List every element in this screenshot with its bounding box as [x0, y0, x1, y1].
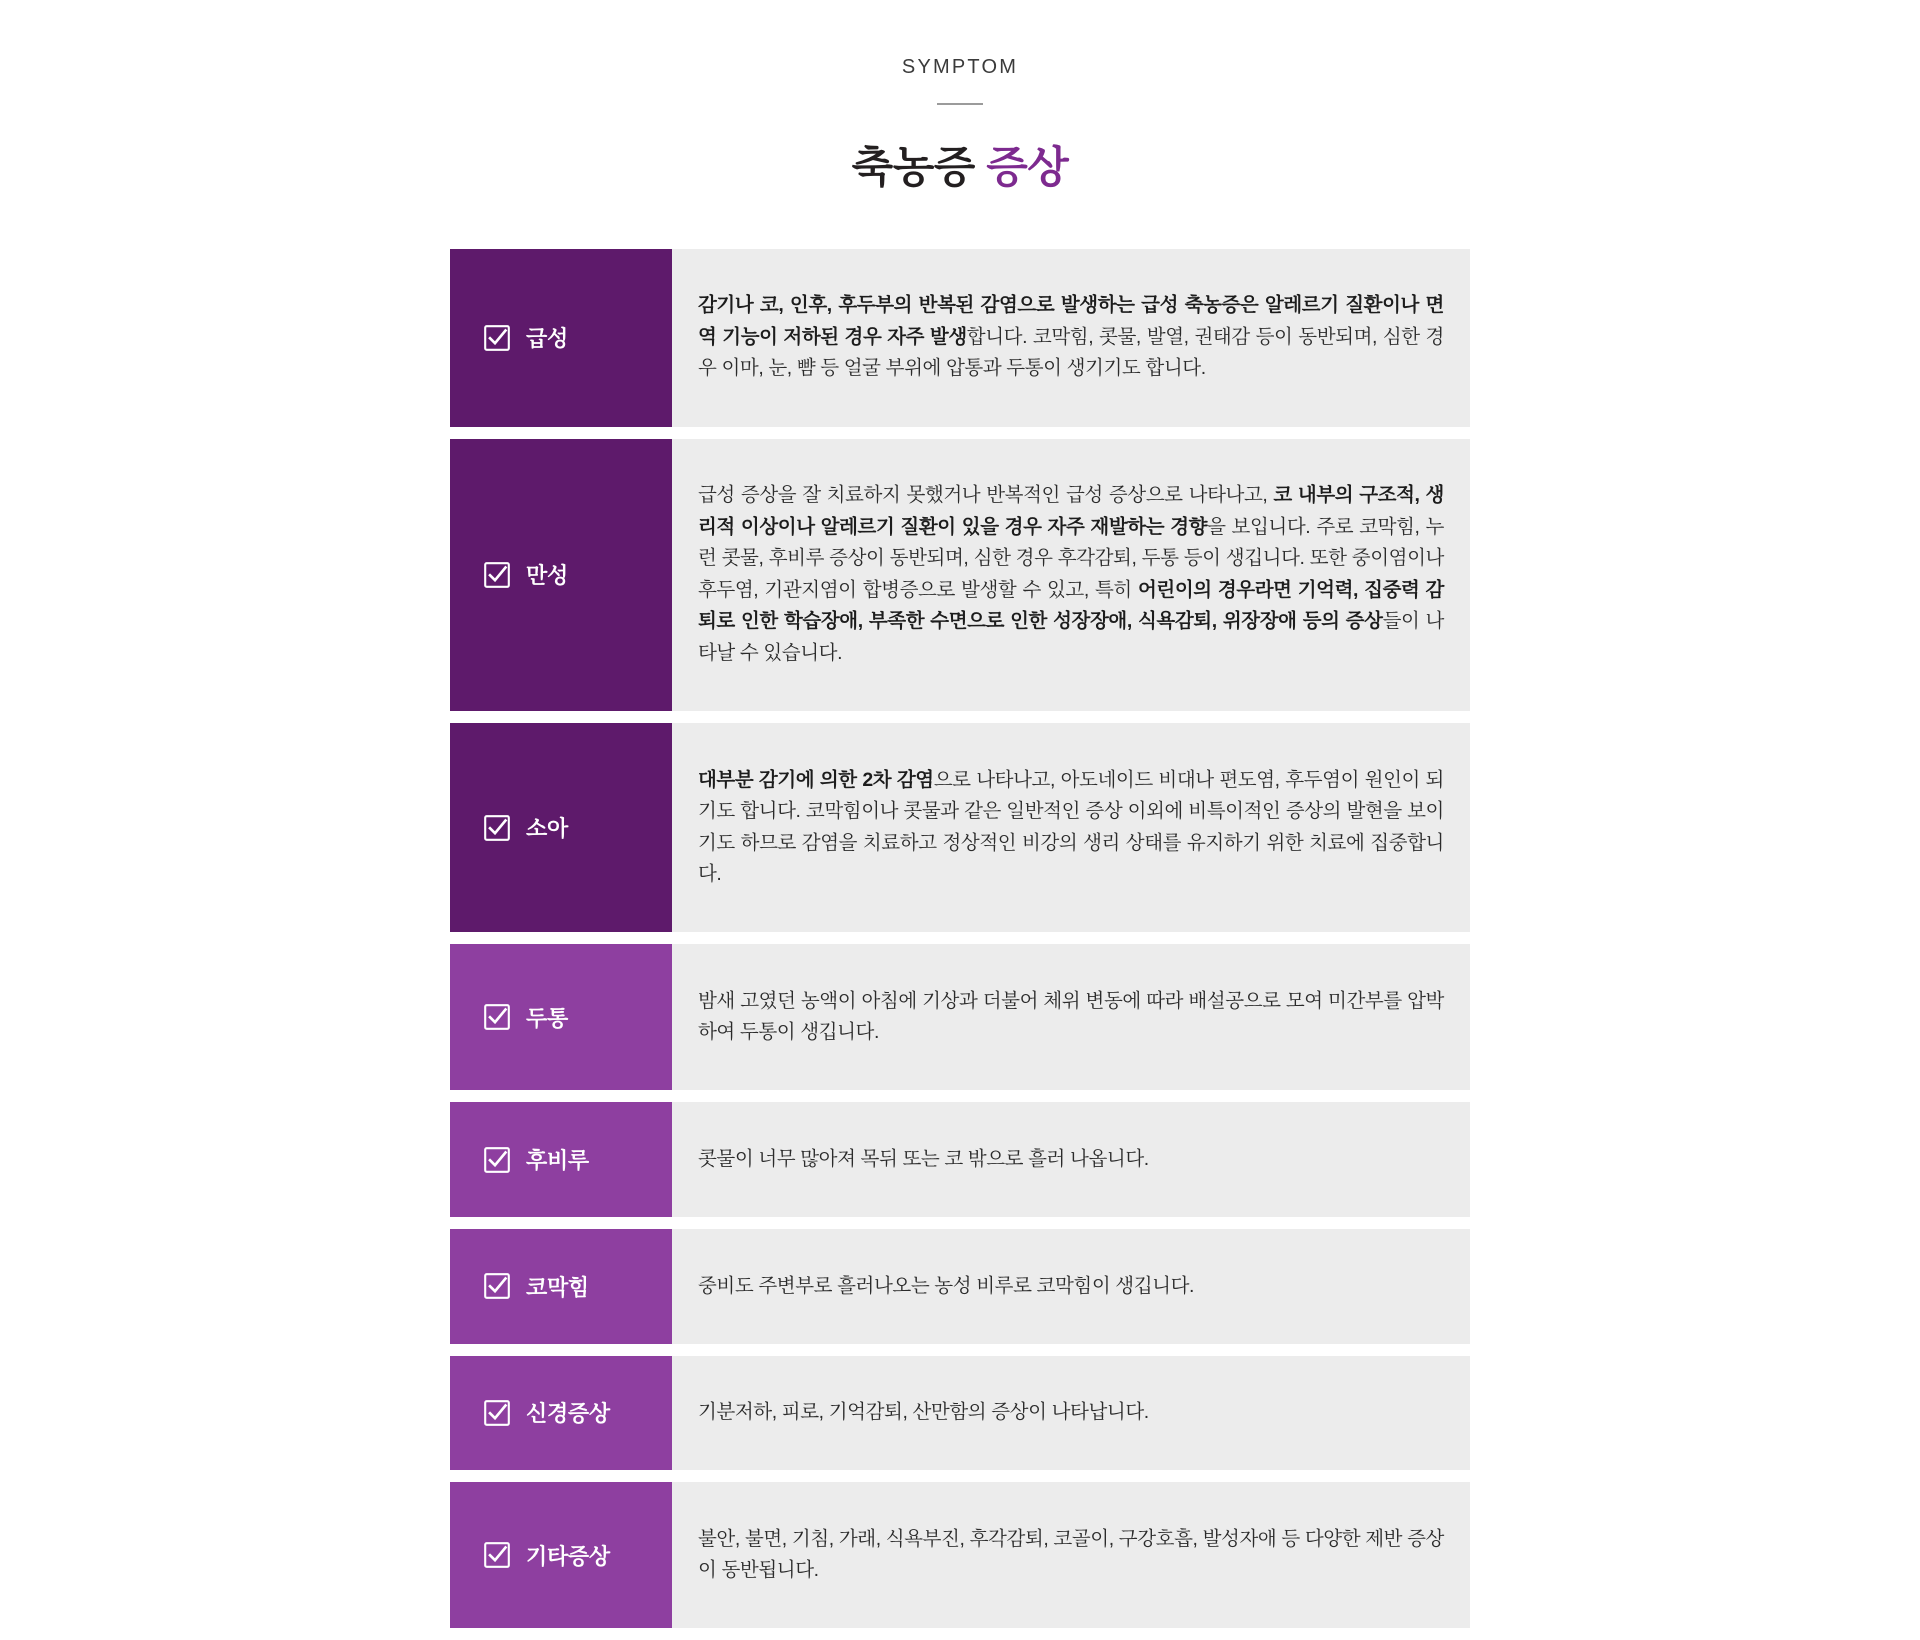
table-row	[450, 249, 1470, 427]
header-divider	[937, 103, 983, 105]
checkbox-check-icon	[484, 325, 510, 351]
symptom-label: 만성	[526, 563, 568, 589]
symptom-description: 대부분 감기에 의한 2차 감염으로 나타나고, 아도네이드 비대나 편도염, 후두염이 원인이 되기도 합니다. 코막힘이나 콧물과 같은 일반적인 증상 이외에 비특이적인 증상의 발현을 보이기도 하므로 감염을 치료하고 정상적인 비강의 생리 상태를 유지하기 위한 치료에 집중합니다.	[698, 768, 1444, 886]
checkbox-check-icon	[484, 1004, 510, 1030]
symptom-label-cell	[450, 249, 672, 427]
symptom-desc-cell	[672, 1102, 1470, 1217]
symptom-description: 중비도 주변부로 흘러나오는 농성 비루로 코막힘이 생깁니다.	[698, 1274, 1195, 1297]
table-row	[450, 1229, 1470, 1344]
symptom-label-cell	[450, 439, 672, 711]
symptom-label-cell	[450, 944, 672, 1090]
symptom-label: 코막힘	[526, 1274, 589, 1300]
symptom-desc-cell	[672, 1356, 1470, 1471]
page-header	[0, 56, 1920, 195]
checkbox-check-icon	[484, 1542, 510, 1568]
checkbox-check-icon	[484, 1273, 510, 1299]
symptom-description: 불안, 불면, 기침, 가래, 식욕부진, 후각감퇴, 코골이, 구강호흡, 발성자애 등 다양한 제반 증상이 동반됩니다.	[698, 1527, 1444, 1582]
checkbox-check-icon	[484, 1400, 510, 1426]
symptom-desc-cell	[672, 1482, 1470, 1628]
table-row	[450, 1102, 1470, 1217]
symptom-label-cell	[450, 1229, 672, 1344]
table-row	[450, 1482, 1470, 1628]
symptom-label: 급성	[526, 326, 568, 352]
table-row	[450, 439, 1470, 711]
symptom-label: 신경증상	[526, 1401, 610, 1427]
symptom-table	[450, 249, 1470, 1629]
symptom-label: 기타증상	[526, 1543, 610, 1569]
symptom-desc-cell	[672, 439, 1470, 711]
page-title	[0, 134, 1920, 195]
symptom-desc-cell	[672, 944, 1470, 1090]
symptom-label-cell	[450, 1482, 672, 1628]
checkbox-check-icon	[484, 815, 510, 841]
symptom-label-cell	[450, 1102, 672, 1217]
symptom-description: 기분저하, 피로, 기억감퇴, 산만함의 증상이 나타납니다.	[698, 1401, 1149, 1424]
symptom-label-cell	[450, 1356, 672, 1471]
table-row	[450, 723, 1470, 932]
page-title-main: 축농증	[851, 143, 987, 192]
table-row	[450, 1356, 1470, 1471]
symptom-description: 감기나 코, 인후, 후두부의 반복된 감염으로 발생하는 급성 축농증은 알레르기 질환이나 면역 기능이 저하된 경우 자주 발생합니다. 코막힘, 콧물, 발열, 권태감 등이 동반되며, 심한 경우 이마, 눈, 뺨 등 얼굴 부위에 압통과 두통이 생기기도 합니다.	[698, 294, 1444, 380]
symptom-desc-cell	[672, 1229, 1470, 1344]
symptom-label: 후비루	[526, 1148, 589, 1174]
checkbox-check-icon	[484, 562, 510, 588]
eyebrow-label: SYMPTOM	[901, 56, 1019, 78]
symptom-desc-cell	[672, 249, 1470, 427]
checkbox-check-icon	[484, 1147, 510, 1173]
symptom-description: 급성 증상을 잘 치료하지 못했거나 반복적인 급성 증상으로 나타나고, 코 내부의 구조적, 생리적 이상이나 알레르기 질환이 있을 경우 자주 재발하는 경향을 보입니다. 주로 코막힘, 누런 콧물, 후비루 증상이 동반되며, 심한 경우 후각감퇴, 두통 등이 생깁니다. 또한 중이염이나 후두염, 기관지염이 합병증으로 발생할 수 있고, 특히 어린이의 경우라면 기억력, 집중력 감퇴로 인한 학습장애, 부족한 수면으로 인한 성장장애, 식욕감퇴, 위장장애 등의 증상들이 나타날 수 있습니다.	[698, 484, 1444, 664]
symptom-label: 소아	[526, 816, 568, 842]
table-row	[450, 944, 1470, 1090]
symptom-label-cell	[450, 723, 672, 932]
page-title-accent: 증상	[986, 143, 1069, 192]
symptom-description: 콧물이 너무 많아져 목뒤 또는 코 밖으로 흘러 나옵니다.	[698, 1147, 1149, 1170]
symptom-desc-cell	[672, 723, 1470, 932]
symptom-description: 밤새 고였던 농액이 아침에 기상과 더불어 체위 변동에 따라 배설공으로 모여 미간부를 압박하여 두통이 생깁니다.	[698, 989, 1444, 1044]
symptom-label: 두통	[526, 1005, 568, 1031]
